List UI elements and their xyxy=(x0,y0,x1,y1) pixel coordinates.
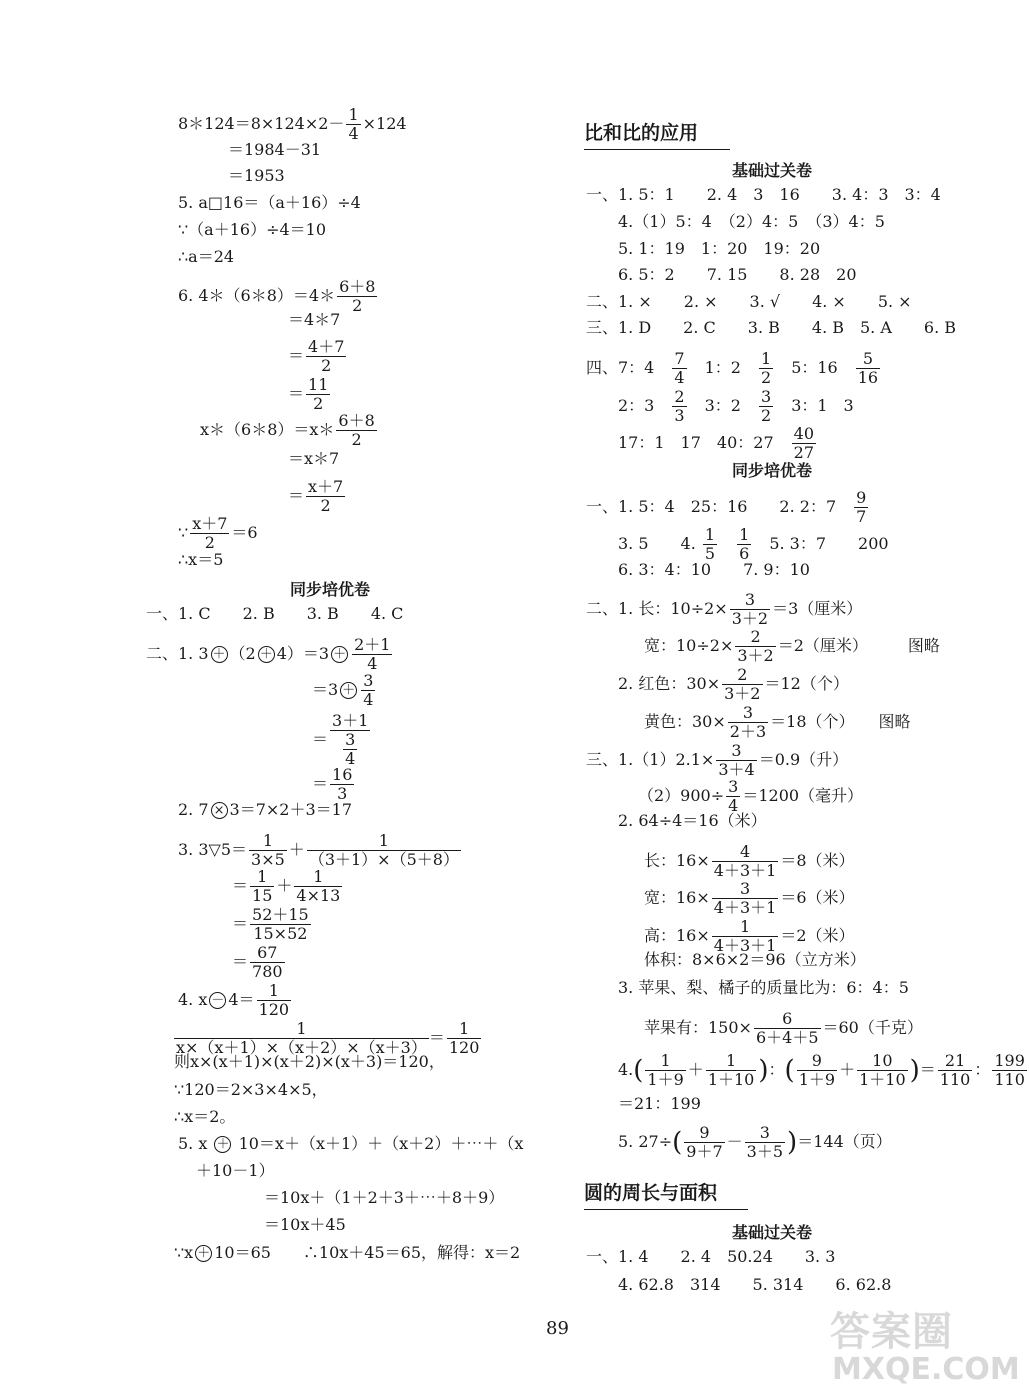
line: ＝ $\frac{1}{15}$ ＋ $\frac{1}{4\times 13}$ xyxy=(232,867,341,905)
line: ＝ $\frac{67}{780}$ xyxy=(232,943,283,981)
line: 长：16× $\frac{4}{4+3+1}$ ＝8（米） xyxy=(644,842,855,880)
line: 三、1.（1）2.1× $\frac{3}{3+4}$ ＝0.9（升） xyxy=(586,741,849,779)
line: 4. x － 4＝ $\frac{1}{120}$ xyxy=(178,981,290,1019)
line: 一、1. 5：4 25：16 2. 2：7 $\frac{9}{7}$ xyxy=(586,488,867,526)
line: 4. 62.8 314 5. 314 6. 62.8 xyxy=(618,1275,892,1294)
chapter-title: 圆的周长与面积 xyxy=(584,1178,748,1210)
section-heading: 基础过关卷 xyxy=(732,1223,813,1242)
line: 体积：8×6×2＝96（立方米） xyxy=(644,950,866,969)
line: ∴x＝2。 xyxy=(174,1107,236,1126)
watermark-logo: 答案圈 xyxy=(830,1309,953,1355)
line: 一、1. 5：1 2. 4 3 16 3. 4：3 3：4 xyxy=(586,185,941,204)
line: 宽：10÷2× $\frac{2}{3+2}$ ＝2（厘米） 图略 xyxy=(644,627,940,665)
line: ∴x＝5 xyxy=(178,550,224,569)
line: 4.( $\frac{1}{1+9}$ ＋ $\frac{1}{1+10}$ )：( $\frac{9}{1+9}$ ＋ $\frac{10}{1+10}$ )＝ $\frac{21}{110}$ ： $\frac{199}{110}$ xyxy=(618,1051,1025,1089)
line: 5. 1：19 1：20 19：20 xyxy=(618,239,821,258)
line: ＝ $\frac{3+1}{\frac{3}{4}}$ xyxy=(312,711,369,768)
line: ∵120＝2×3×4×5， xyxy=(174,1080,328,1099)
line: 6. 5：2 7. 15 8. 28 20 xyxy=(618,265,857,284)
line: 宽：16× $\frac{3}{4+3+1}$ ＝6（米） xyxy=(644,879,855,917)
line: ∵（a＋16）÷4＝10 xyxy=(178,220,327,239)
line: ＝1953 xyxy=(228,166,285,185)
page-number: 89 xyxy=(546,1318,569,1339)
line: 则x×(x＋1)×(x＋2)×(x＋3)＝120， xyxy=(174,1052,445,1071)
line: ＝ $\frac{16}{3}$ xyxy=(312,765,353,803)
line: 苹果有：150× $\frac{6}{6+4+5}$ ＝60（千克） xyxy=(644,1009,923,1047)
line: ＝ $\frac{52+15}{15\times 52}$ xyxy=(232,905,309,943)
line: 二、1. 长：10÷2× $\frac{3}{3+2}$ ＝3（厘米） xyxy=(586,590,863,628)
line: ＝10x＋45 xyxy=(264,1215,346,1234)
line: 一、1. C 2. B 3. B 4. C xyxy=(146,604,404,623)
line: 2. 7 × 3＝7×2＋3＝17 xyxy=(178,800,353,819)
line: ＝10x＋（1＋2＋3＋⋯＋8＋9） xyxy=(264,1188,505,1207)
line: 5. x ＋ 10＝x＋（x＋1）＋（x＋2）＋⋯＋（x xyxy=(178,1134,524,1153)
line: 6. 3：4：10 7. 9：10 xyxy=(618,560,810,579)
line: ＝x＊7 xyxy=(288,449,340,468)
section-heading: 同步培优卷 xyxy=(290,580,371,599)
line: 3. 苹果、梨、橘子的质量比为：6：4：5 xyxy=(618,978,909,997)
line: $\frac{1}{x\times(x+1)\times(x+2)\times(x+3)}$ ＝ $\frac{1}{120}$ xyxy=(176,1019,480,1057)
line: 高：16× $\frac{1}{4+3+1}$ ＝2（米） xyxy=(644,917,855,955)
line: 6. 4＊（6＊8）＝4＊ $\frac{6+8}{2}$ xyxy=(178,277,376,315)
line: 5. 27÷( $\frac{9}{9+7}$ － $\frac{3}{3+5}$ )＝144（页） xyxy=(618,1123,892,1161)
line: 2. 64÷4＝16（米） xyxy=(618,811,767,830)
line: 二、1. × 2. × 3. √ 4. × 5. × xyxy=(586,292,912,311)
line: ＝ $\frac{11}{2}$ xyxy=(288,375,329,413)
line: ＝ $\frac{4+7}{2}$ xyxy=(288,337,345,375)
line: 3. 5 4. $\frac{1}{5}$ $\frac{1}{6}$ 5. 3：7 200 xyxy=(618,525,889,563)
watermark-url: MXQE.COM xyxy=(832,1352,1020,1387)
line: ∵x ＋ 10＝65 ∴10x＋45＝65，解得：x＝2 xyxy=(174,1243,521,1262)
line: x＊（6＊8）＝x＊ $\frac{6+8}{2}$ xyxy=(200,411,375,449)
line: 3. 3▽5＝ $\frac{1}{3\times 5}$ ＋ $\frac{1}{(3+1)\times(5+8)}$ xyxy=(178,831,459,869)
line: ＝21：199 xyxy=(618,1094,701,1113)
chapter-title: 比和比的应用 xyxy=(584,118,730,150)
line: 一、1. 4 2. 4 50.24 3. 3 xyxy=(586,1247,836,1266)
line: ∴a＝24 xyxy=(178,247,235,266)
line: 4.（1）5：4 （2）4：5 （3）4：5 xyxy=(618,212,885,231)
line: 8＊124＝8×124×2－ $\frac{1}{4}$ ×124 xyxy=(178,105,407,143)
line: ＝1984－31 xyxy=(228,140,322,159)
line: ＋10－1） xyxy=(196,1161,275,1180)
line: 二、1. 3 ＋ （2 ＋ 4）＝3 ＋ $\frac{2+1}{4}$ xyxy=(146,635,391,673)
line: 四、7：4 $\frac{7}{4}$ 1：2 $\frac{1}{2}$ 5：16 $\frac{5}{16}$ xyxy=(586,349,879,387)
line: 5. a□16＝（a＋16）÷4 xyxy=(178,193,361,212)
section-heading: 同步培优卷 xyxy=(732,461,813,480)
line: ＝4＊7 xyxy=(288,310,341,329)
line: 17：1 17 40：27 $\frac{40}{27}$ xyxy=(618,424,814,462)
line: ＝ $\frac{x+7}{2}$ xyxy=(288,477,344,515)
line: 三、1. D 2. C 3. B 4. B 5. A 6. B xyxy=(586,318,957,337)
line: 2：3 $\frac{2}{3}$ 3：2 $\frac{3}{2}$ 3：1 3 xyxy=(618,387,854,425)
section-heading: 基础过关卷 xyxy=(732,161,813,180)
line: （2）900÷ $\frac{3}{4}$ ＝1200（毫升） xyxy=(638,777,864,815)
line: 2. 红色：30× $\frac{2}{3+2}$ ＝12（个） xyxy=(618,665,849,703)
line: 黄色：30× $\frac{3}{2+3}$ ＝18（个） 图略 xyxy=(644,703,911,741)
line: ∵ $\frac{x+7}{2}$ ＝6 xyxy=(178,514,258,552)
line: ＝3 ＋ $\frac{3}{4}$ xyxy=(312,671,374,709)
